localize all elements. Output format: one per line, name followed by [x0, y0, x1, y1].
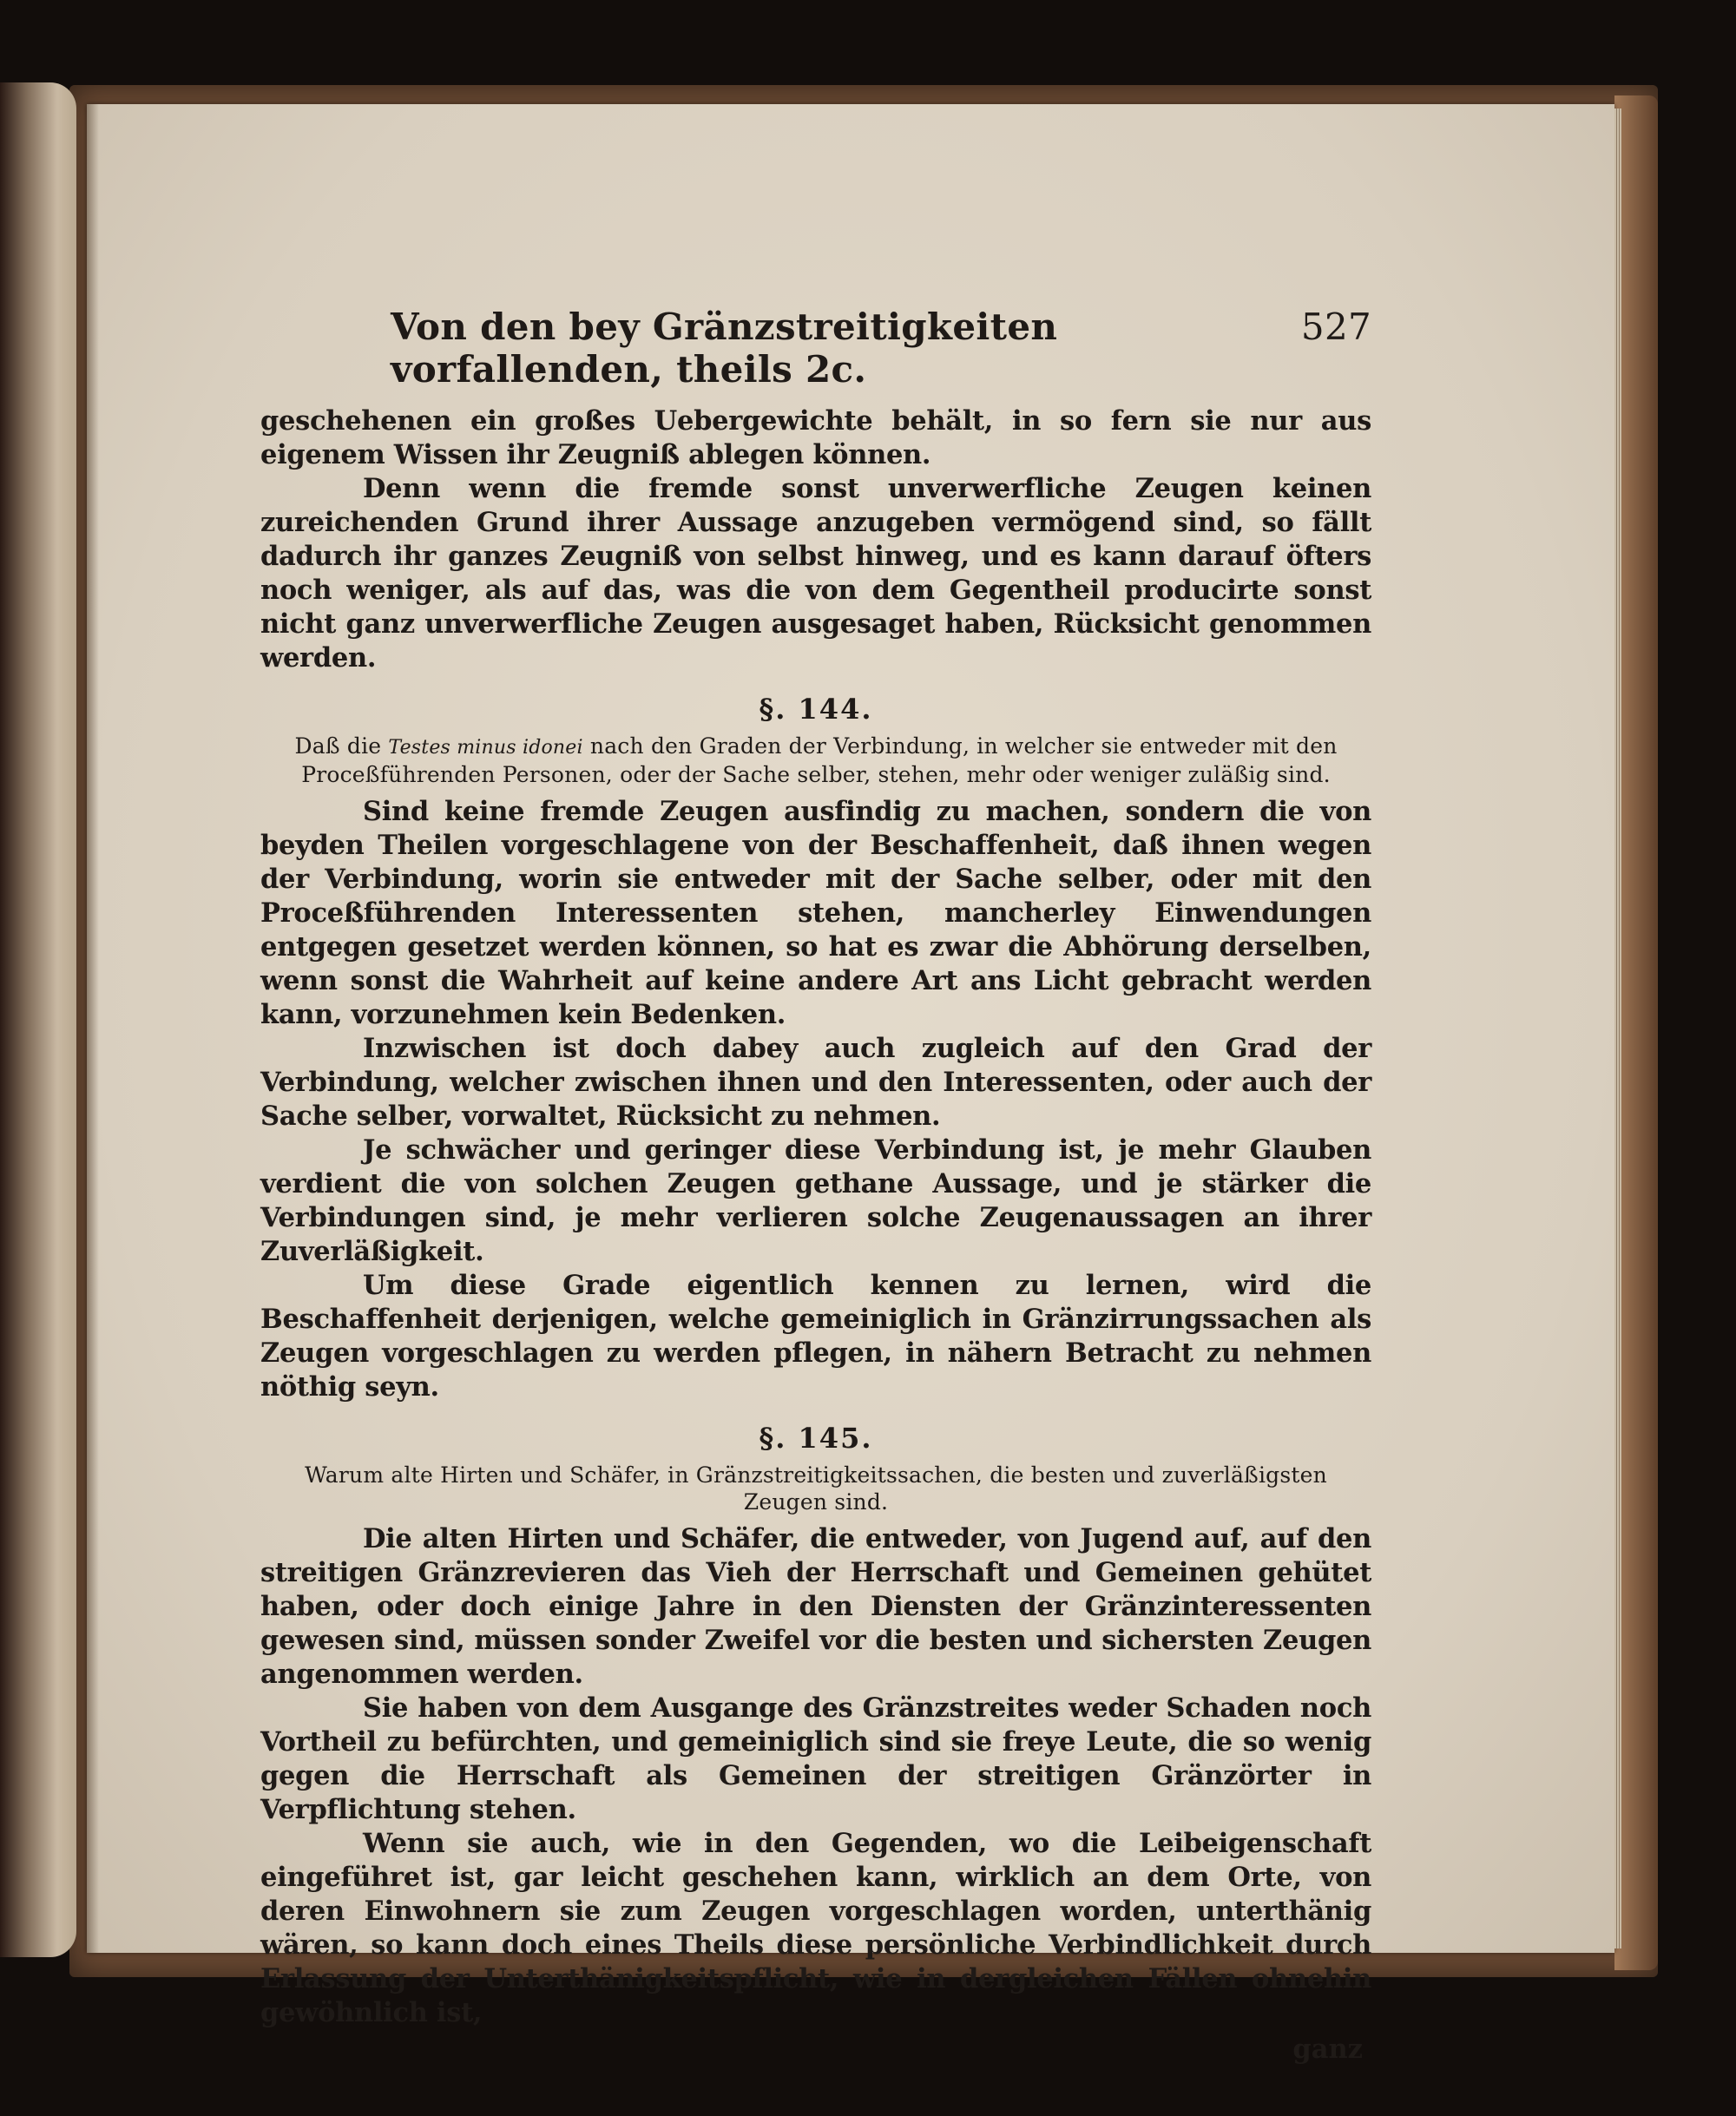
paragraph: Denn wenn die fremde sonst unverwerfliche Zeugen keinen zureichenden Grund ihrer Aussage anzugeben vermögend sind, so fällt dadurch ihr ganzes Zeugniß von selbst hinweg, und es kann darauf öfters noch weniger, als auf das, was die von dem Gegentheil producirte sonst nicht ganz unverwerfliche Zeugen ausgesaget haben, Rücksicht genommen werden. [260, 473, 1371, 674]
paragraph: Wenn sie auch, wie in den Gegenden, wo die Leibeigenschaft eingeführet ist, gar leicht geschehen kann, wirklich an dem Orte, von deren Einwohnern sie zum Zeugen vorgeschlagen worden, unterthänig wären, so kann doch eines Theils diese persönliche Verbindlichkeit durch Erlassung der Unterthänigkeitspflicht, wie in dergleichen Fällen ohnehin gewöhnlich ist, [260, 1828, 1371, 2028]
page-number: 527 [1300, 306, 1371, 348]
paragraph: Sie haben von dem Ausgange des Gränzstreites weder Schaden noch Vortheil zu befürchten, und gemeiniglich sind sie freye Leute, die so wenig gegen die Herrschaft als Gemeinen der streitigen Gränzörter in Verpflichtung stehen. [260, 1692, 1371, 1825]
section-heading-145: §. 145. [759, 1422, 873, 1455]
paragraph: Je schwächer und geringer diese Verbindung ist, je mehr Glauben verdient die von solchen Zeugen gethane Aussage, und je stärker die Verbindungen sind, je mehr verlieren solche Zeugenaussagen an ihrer Zuverläßigkeit. [260, 1134, 1371, 1267]
paragraph: Um diese Grade eigentlich kennen zu lernen, wird die Beschaffenheit derjenigen, welche gemeiniglich in Gränzirrungssachen als Zeugen vorgeschlagen zu werden pflegen, in nähern Betracht zu nehmen nöthig seyn. [260, 1270, 1371, 1403]
paragraph: geschehenen ein großes Uebergewichte behält, in so fern sie nur aus eigenem Wissen ihr Zeugniß ablegen können. [260, 405, 1371, 470]
paragraph: Die alten Hirten und Schäfer, die entweder, von Jugend auf, auf den streitigen Gränzrevieren das Vieh der Herrschaft und Gemeinen gehütet haben, oder doch einige Jahre in den Diensten der Gränzinteressenten gewesen sind, müssen sonder Zweifel vor die besten und sichersten Zeugen angenommen werden. [260, 1523, 1371, 1690]
running-head-title: Von den bey Gränzstreitigkeiten vorfallenden, theils 2c. [391, 306, 1058, 391]
left-page-edge [0, 82, 76, 1957]
summary-text: Daß die [294, 733, 382, 759]
page-stack-edge [1614, 108, 1621, 1948]
page-gutter [87, 104, 99, 1953]
section-summary-144 [260, 733, 1371, 788]
paragraph: Inzwischen ist doch dabey auch zugleich auf den Grad der Verbindung, welcher zwischen ihnen und den Interessenten, oder auch der Sache selber, vorwaltet, Rücksicht zu nehmen. [260, 1033, 1371, 1132]
page-text [260, 306, 1371, 2065]
running-head [391, 306, 1371, 391]
catchword: ganz [1292, 2034, 1363, 2065]
summary-text: nach den Graden der Verbindung, in welcher sie entweder mit den Proceßführenden Personen, oder der Sache selber, stehen, mehr oder weniger zuläßig sind. [301, 733, 1338, 787]
section-summary-145: Warum alte Hirten und Schäfer, in Gränzstreitigkeitssachen, die besten und zuverläßigsten Zeugen sind. [305, 1462, 1327, 1515]
summary-latin-term: Testes minus idonei [388, 737, 583, 759]
section-heading-144: §. 144. [759, 693, 873, 726]
paragraph: Sind keine fremde Zeugen ausfindig zu machen, sondern die von beyden Theilen vorgeschlagene von der Beschaffenheit, daß ihnen wegen der Verbindung, worin sie entweder mit der Sache selber, oder mit den Proceßführenden Interessenten stehen, mancherley Einwendungen entgegen gesetzet werden können, so hat es zwar die Abhörung derselben, wenn sonst die Wahrheit auf keine andere Art ans Licht gebracht werden kann, vorzunehmen kein Bedenken. [260, 796, 1371, 1030]
